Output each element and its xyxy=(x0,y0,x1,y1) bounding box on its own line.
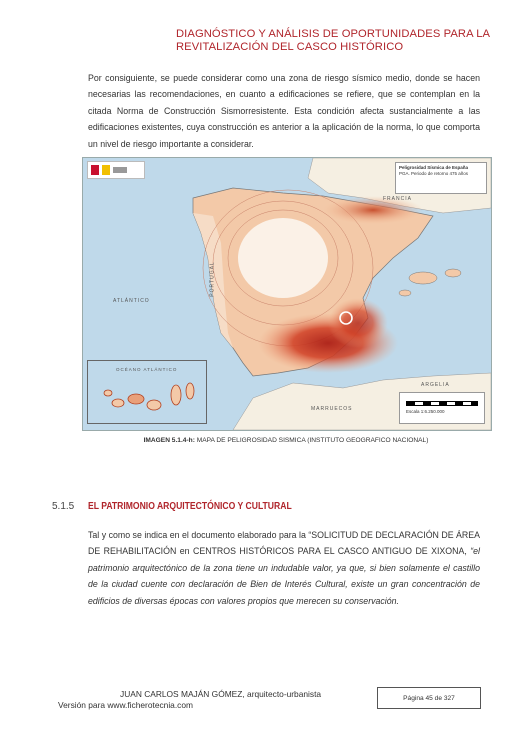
label-oceano-atlantico: OCÉANO ATLÁNTICO xyxy=(116,367,178,372)
label-argelia: ARGELIA xyxy=(421,382,450,388)
label-francia: FRANCIA xyxy=(383,196,412,202)
flag-stripe-icon xyxy=(102,165,110,175)
label-portugal: PORTUGAL xyxy=(209,261,216,297)
footer-website: Versión para www.ficherotecnia.com xyxy=(58,700,193,710)
paragraph-heritage xyxy=(88,527,480,609)
page-number-box xyxy=(377,687,481,709)
institution-logo xyxy=(87,161,145,179)
section-title: EL PATRIMONIO ARQUITECTÓNICO Y CULTURAL xyxy=(88,501,292,512)
document-header xyxy=(176,28,496,54)
map-legend xyxy=(395,162,487,194)
canary-islands-inset xyxy=(87,360,207,424)
section-number: 5.1.5 xyxy=(52,501,75,512)
figure-caption xyxy=(82,437,490,444)
label-atlantico: ATLÁNTICO xyxy=(113,298,150,304)
paragraph-heritage-quote: “el patrimonio arquitectónico de la zona tiene un indudable valor, ya que, si bien solamente el castillo de la ciudad cuente con declaración de Bien de Interés Cultural, existe un gran concentración de edificios de diversas épocas con valores propios que merecen su conservación. xyxy=(88,546,480,606)
scale-bar xyxy=(406,401,478,406)
paragraph-heritage-normal: Tal y como se indica en el documento elaborado para la “SOLICITUD DE DECLARACIÓN DE ÁREA DE REHABILITACIÓN en CENTROS HISTÓRICOS PARA EL CASCO ANTIGUO DE XIXONA, xyxy=(88,530,480,557)
canary-islands-graphic xyxy=(88,361,206,423)
legend-title: Peligrosidad Sísmica de España xyxy=(399,165,469,170)
footer-author: JUAN CARLOS MAJÁN GÓMEZ, arquitecto-urbanista xyxy=(120,689,322,699)
paragraph-seismic-risk: Por consiguiente, se puede considerar como una zona de riesgo sísmico medio, donde se hacen necesarias las recomendaciones, en cuanto a edificaciones se refiere, que se contemplan en la citada Norma de Construcción Sismorresistente. Esta condición afecta sustancialmente a las edificaciones existentes, cuya construcción es anterior a la aplicación de la norma, lo que comporta un nivel de riesgo importante a considerar. xyxy=(88,73,480,149)
legend-subtitle: PGA. Periodo de retorno 475 años xyxy=(399,170,469,176)
header-line-1: DIAGNÓSTICO Y ANÁLISIS DE OPORTUNIDADES PARA LA xyxy=(176,28,491,40)
header-line-2: REVITALIZACIÓN DEL CASCO HISTÓRICO xyxy=(176,41,404,53)
page-number: Página 45 de 327 xyxy=(403,694,455,702)
label-marruecos: MARRUECOS xyxy=(311,406,353,412)
scale-text: Escala 1:6.250.000 xyxy=(406,409,445,414)
caption-text: MAPA DE PELIGROSIDAD SISMICA (INSTITUTO GEOGRAFICO NACIONAL) xyxy=(194,437,429,444)
caption-label: IMAGEN 5.1.4-h: xyxy=(143,437,195,444)
scale-box xyxy=(399,392,485,424)
logo-text-icon xyxy=(113,167,127,173)
seismic-hazard-map xyxy=(82,157,492,431)
flag-icon xyxy=(91,165,99,175)
